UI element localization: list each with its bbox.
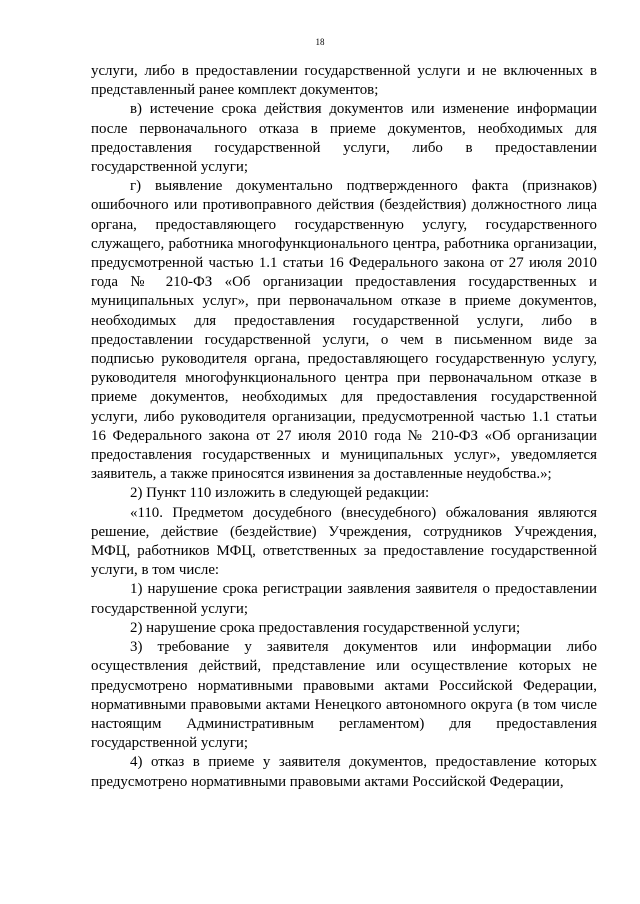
paragraph-point-2: 2) Пункт 110 изложить в следующей редакции: [130,485,430,502]
paragraph-subitem-3: 3) требование у заявителя документов или информации либо осуществления действий, представление или осуществление которых не предусмотрено нормативными правовыми актами Российской Федерации, нормативными правовыми актами Ненецкого автономного округа (в том числе настоящим Административным регламентом) для предоставления государственной услуги; [91,639,597,752]
paragraph-item-g: г) выявление документально подтвержденного факта (признаков) ошибочного или противоправного действия (бездействия) должностного лица органа, предоставляющего государственную услугу, государственного служащего, работника многофункционального центра, работника организации, предусмотренной частью 1.1 статьи 16 Федерального закона от 27 июля 2010 года № 210-ФЗ «Об организации предоставления государственных и муниципальных услуг», при первоначальном отказе в приеме документов, необходимых для предоставления государственной услуги, либо в предоставлении государственной услуги, о чем в письменном виде за подписью руководителя органа, предоставляющего государственную услугу, руководителя многофункционального центра при первоначальном отказе в приеме документов, необходимых для предоставления государственной услуги, либо руководителя организации, предусмотренной частью 1.1 статьи 16 Федерального закона от 27 июля 2010 года № 210-ФЗ «Об организации предоставления государственных и муниципальных услуг», уведомляется заявитель, а также приносятся извинения за доставленные неудобства.»; [91,178,597,483]
paragraph-continuation: услуги, либо в предоставлении государственной услуги и не включенных в представленный ранее комплект документов; [91,63,597,99]
page-number: 18 [315,37,325,47]
paragraph-subitem-4: 4) отказ в приеме у заявителя документов, предоставление которых предусмотрено нормативными правовыми актами Российской Федерации, [91,754,597,790]
paragraph-item-v: в) истечение срока действия документов или изменение информации после первоначального отказа в приеме документов, необходимых для предоставления государственной услуги, либо в предоставлении государственной услуги; [91,101,597,176]
paragraph-subitem-1: 1) нарушение срока регистрации заявления заявителя о предоставлении государственной услуги; [91,581,597,617]
paragraph-clause-110: «110. Предметом досудебного (внесудебного) обжалования являются решение, действие (бездействие) Учреждения, сотрудников Учреждения, МФЦ, работников МФЦ, ответственных за предоставление государственной услуги, в том числе: [91,504,597,579]
paragraph-subitem-2: 2) нарушение срока предоставления государственной услуги; [130,619,521,636]
document-body [91,62,597,792]
